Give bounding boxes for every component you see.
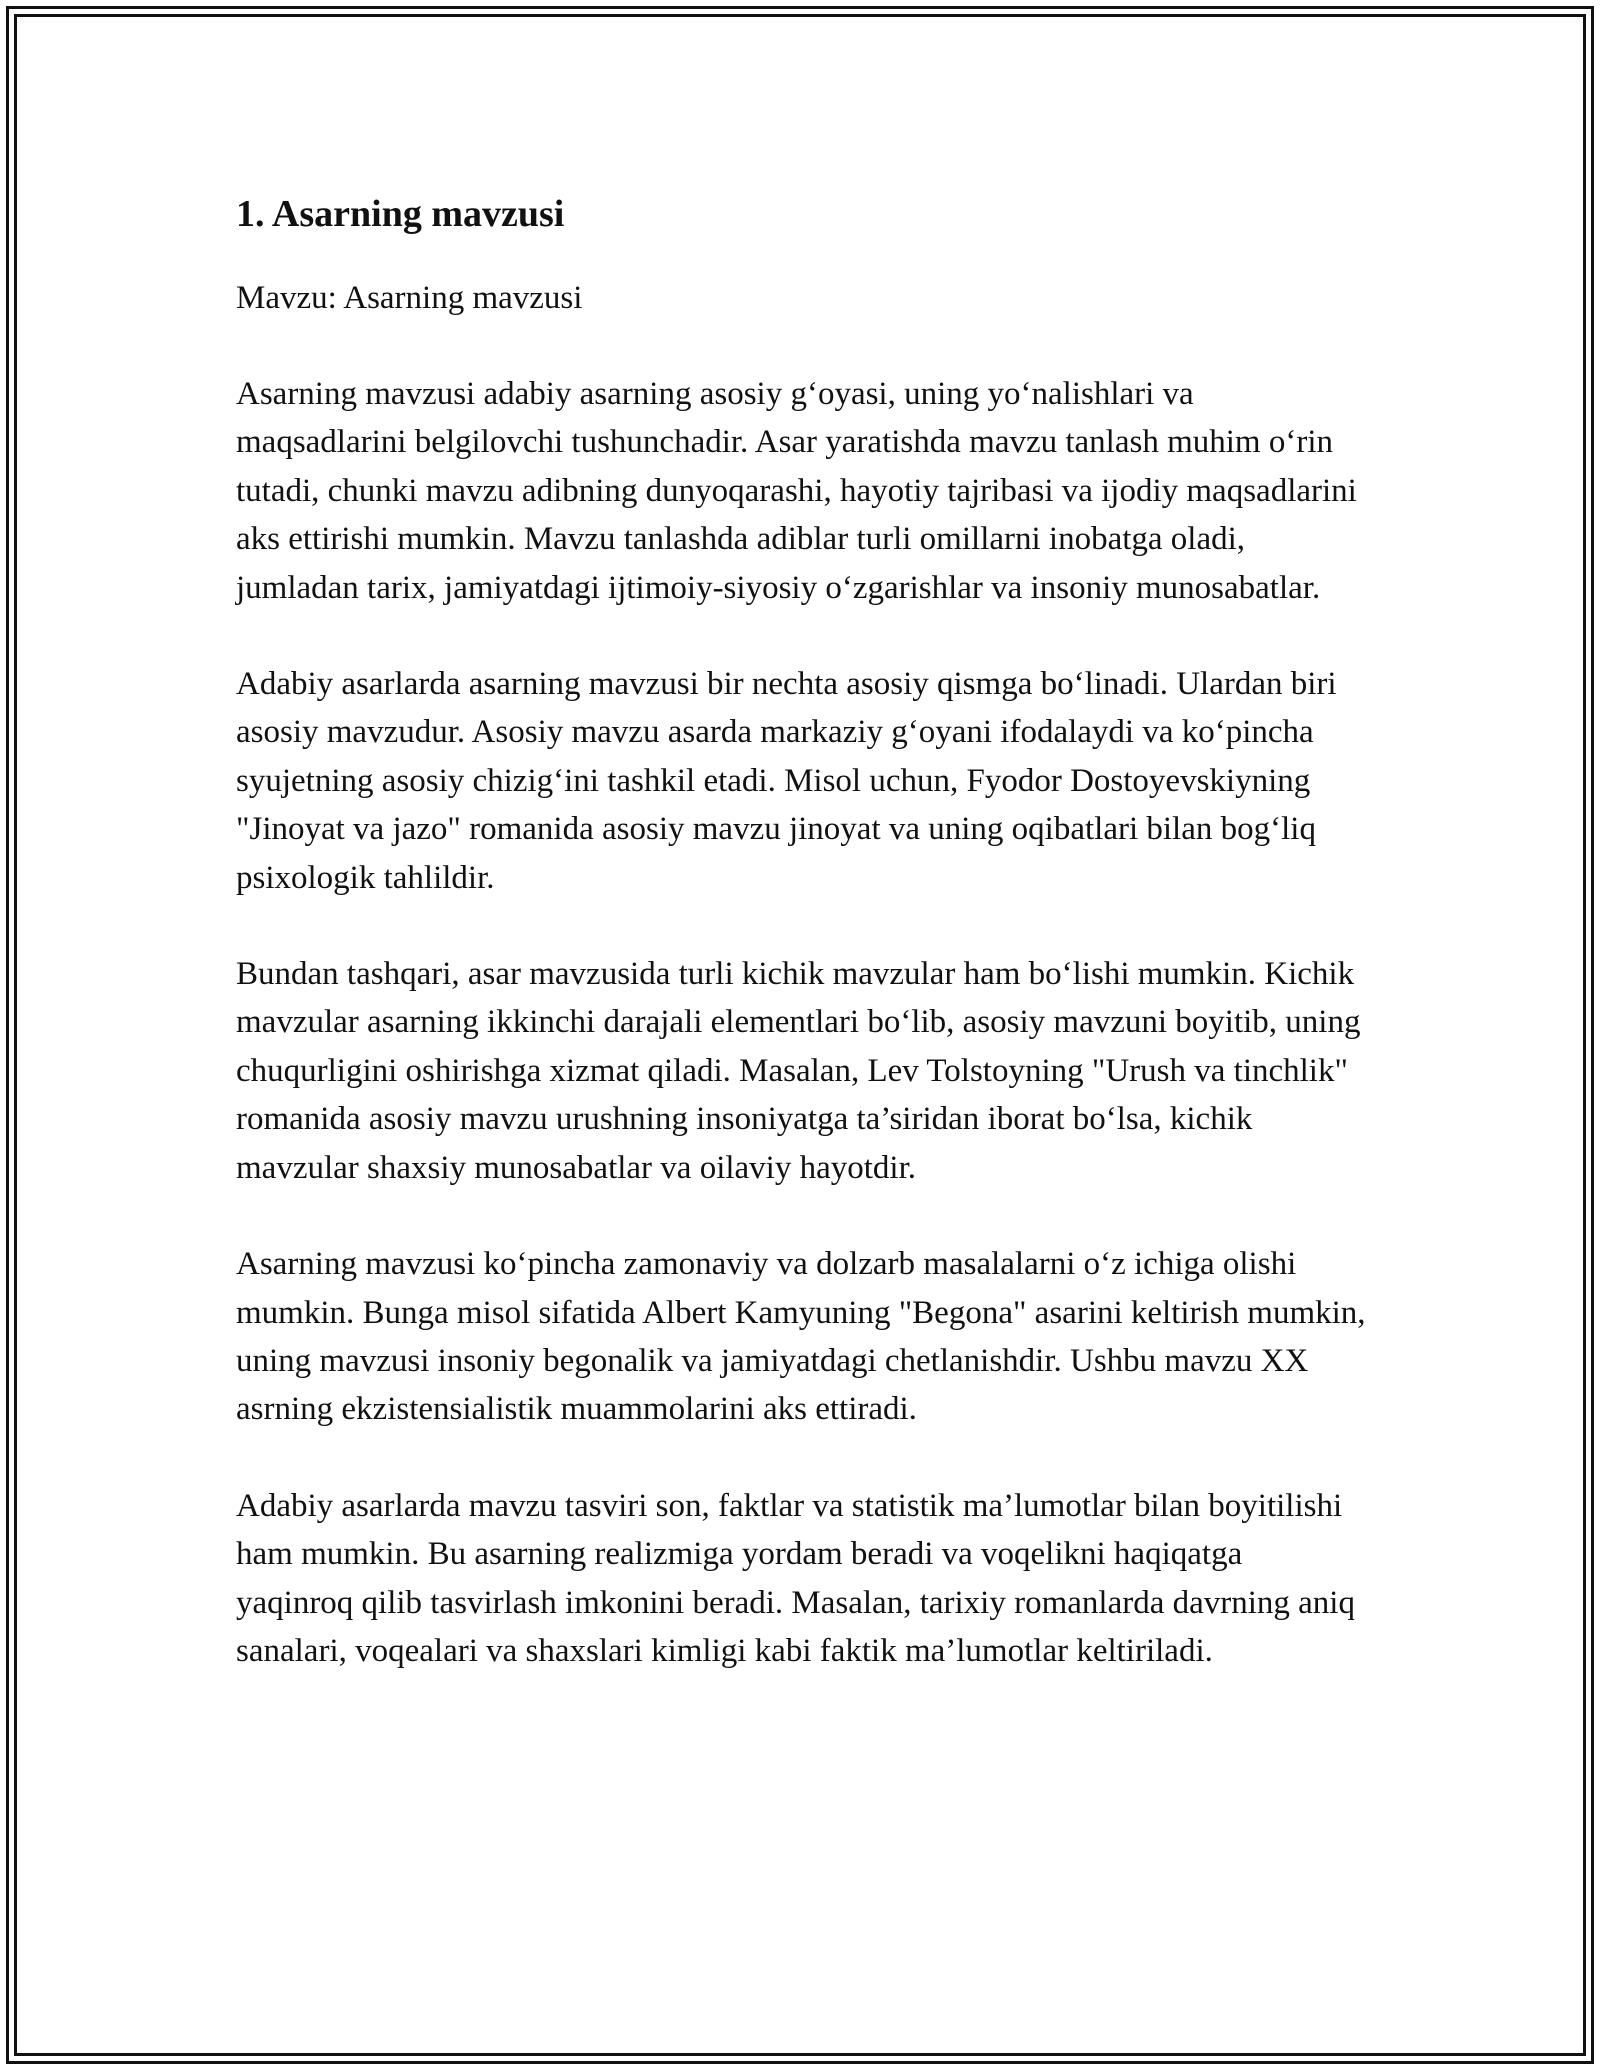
paragraph-4: Asarning mavzusi ko‘pincha zamonaviy va dolzarb masalalarni o‘z ichiga olishi mumkin. Bunga misol sifatida Albert Kamyuning "Begona" asarini keltirish mumkin, uning mavzusi insoniy begonalik va jamiyatdagi chetlanishdir. Ushbu mavzu XX asrning ekzistensialistik muammolarini aks ettiradi.: [236, 1246, 1366, 1428]
paragraph-3: Bundan tashqari, asar mavzusida turli kichik mavzular ham bo‘lishi mumkin. Kichik mavzular asarning ikkinchi darajali elementlari bo‘lib, asosiy mavzuni boyitib, uning chuqurligini oshirishga xizmat qiladi. Masalan, Lev Tolstoyning "Urush va tinchlik" romanida asosiy mavzu urushning insoniyatga ta’siridan iborat bo‘lsa, kichik mavzular shaxsiy munosabatlar va oilaviy hayotdir.: [236, 956, 1361, 1186]
paragraph-1: Asarning mavzusi adabiy asarning asosiy g‘oyasi, uning yo‘nalishlari va maqsadlarini belgilovchi tushunchadir. Asar yaratishda mavzu tanlash muhim o‘rin tutadi, chunki mavzu adibning dunyoqarashi, hayotiy tajribasi va ijodiy maqsadlarini aks ettirishi mumkin. Mavzu tanlashda adiblar turli omillarni inobatga oladi, jumladan tarix, jamiyatdagi ijtimoiy-siyosiy o‘zgarishlar va insoniy munosabatlar.: [236, 376, 1357, 606]
section-heading: 1. Asarning mavzusi: [236, 193, 565, 235]
paragraph-5: Adabiy asarlarda mavzu tasviri son, faktlar va statistik ma’lumotlar bilan boyitilishi ham mumkin. Bu asarning realizmiga yordam beradi va voqelikni haqiqatga yaqinroq qilib tasvirlash imkonini beradi. Masalan, tarixiy romanlarda davrning aniq sanalari, voqealari va shaxslari kimligi kabi faktik ma’lumotlar keltiriladi.: [236, 1487, 1355, 1669]
topic-line: Mavzu: Asarning mavzusi: [236, 280, 583, 316]
paragraph-2: Adabiy asarlarda asarning mavzusi bir nechta asosiy qismga bo‘linadi. Ulardan biri asosiy mavzudur. Asosiy mavzu asarda markaziy g‘oyani ifodalaydi va ko‘pincha syujetning asosiy chizig‘ini tashkil etadi. Misol uchun, Fyodor Dostoyevskiyning "Jinoyat va jazo" romanida asosiy mavzu jinoyat va uning oqibatlari bilan bog‘liq psixologik tahlildir.: [236, 666, 1337, 896]
document-body: [236, 188, 1366, 1723]
